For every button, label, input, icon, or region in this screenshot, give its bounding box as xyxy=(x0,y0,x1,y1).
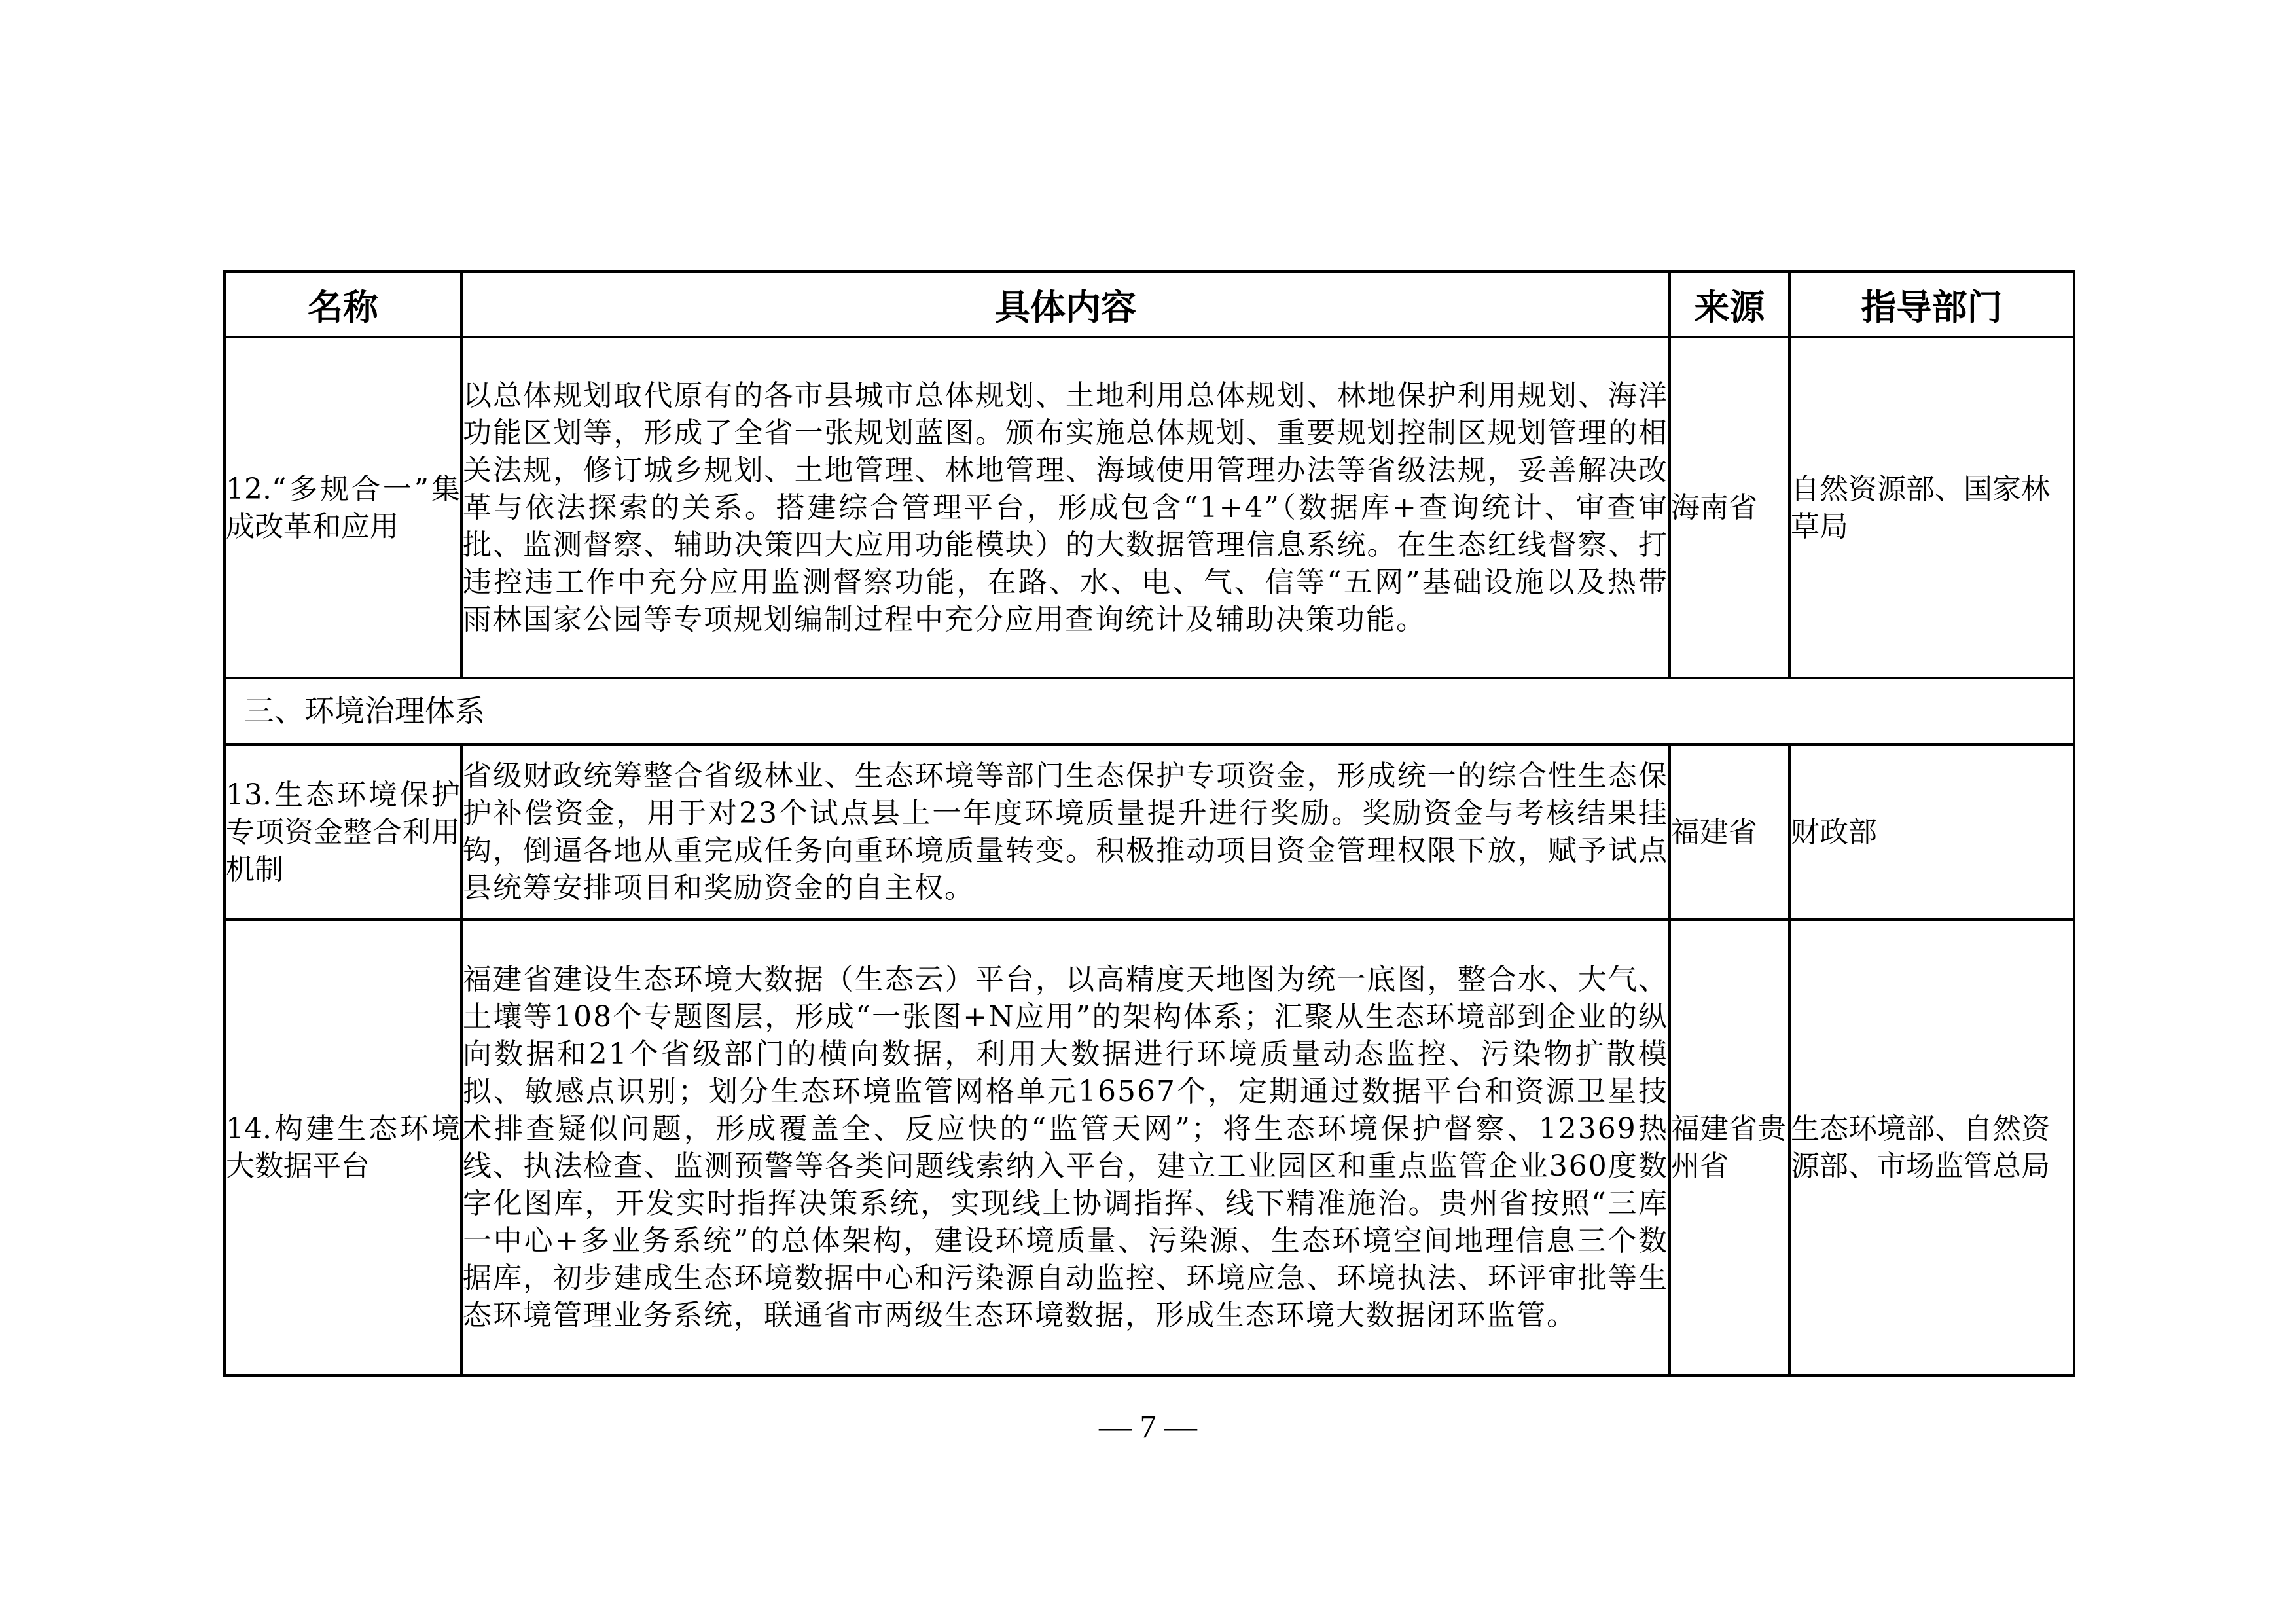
table-row xyxy=(224,337,2074,678)
policy-table xyxy=(223,270,2075,1377)
row-content: 福建省建设生态环境大数据（生态云）平台，以高精度天地图为统一底图，整合水、大气、土壤等108个专题图层，形成“一张图+N应用”的架构体系；汇聚从生态环境部到企业的纵向数据和21个省级部门的横向数据，利用大数据进行环境质量动态监控、污染物扩散模拟、敏感点识别；划分生态环境监管网格单元16567个，定期通过数据平台和资源卫星技术排查疑似问题，形成覆盖全、反应快的“监管天网”；将生态环境保护督察、12369热线、执法检查、监测预警等各类问题线索纳入平台，建立工业园区和重点监管企业360度数字化图库，开发实时指挥决策系统，实现线上协调指挥、线下精准施治。贵州省按照“三库一中心+多业务系统”的总体架构，建设环境质量、污染源、生态环境空间地理信息三个数据库，初步建成生态环境数据中心和污染源自动监控、环境应急、环境执法、环评审批等生态环境管理业务系统，联通省市两级生态环境数据，形成生态环境大数据闭环监管。 xyxy=(461,920,1670,1375)
header-department: 指导部门 xyxy=(1789,272,2074,337)
row-department: 财政部 xyxy=(1789,744,2074,920)
row-name: 12.“多规合一”集成改革和应用 xyxy=(224,337,461,678)
header-source: 来源 xyxy=(1670,272,1789,337)
table-header-row xyxy=(224,272,2074,337)
section-row xyxy=(224,678,2074,744)
row-name: 14.构建生态环境大数据平台 xyxy=(224,920,461,1375)
header-content: 具体内容 xyxy=(461,272,1670,337)
row-department: 自然资源部、国家林草局 xyxy=(1789,337,2074,678)
header-name: 名称 xyxy=(224,272,461,337)
row-name: 13.生态环境保护专项资金整合利用机制 xyxy=(224,744,461,920)
section-heading: 三、环境治理体系 xyxy=(224,678,2074,744)
table-row xyxy=(224,920,2074,1375)
row-department: 生态环境部、自然资源部、市场监管总局 xyxy=(1789,920,2074,1375)
row-content: 省级财政统筹整合省级林业、生态环境等部门生态保护专项资金，形成统一的综合性生态保护补偿资金，用于对23个试点县上一年度环境质量提升进行奖励。奖励资金与考核结果挂钩，倒逼各地从重完成任务向重环境质量转变。积极推动项目资金管理权限下放，赋予试点县统筹安排项目和奖励资金的自主权。 xyxy=(461,744,1670,920)
table-row xyxy=(224,744,2074,920)
row-source: 福建省贵州省 xyxy=(1670,920,1789,1375)
page-number: — 7 — xyxy=(1099,1408,1197,1445)
row-source: 海南省 xyxy=(1670,337,1789,678)
row-source: 福建省 xyxy=(1670,744,1789,920)
row-content: 以总体规划取代原有的各市县城市总体规划、土地利用总体规划、林地保护利用规划、海洋功能区划等，形成了全省一张规划蓝图。颁布实施总体规划、重要规划控制区规划管理的相关法规，修订城乡规划、土地管理、林地管理、海域使用管理办法等省级法规，妥善解决改革与依法探索的关系。搭建综合管理平台，形成包含“1+4”（数据库+查询统计、审查审批、监测督察、辅助决策四大应用功能模块）的大数据管理信息系统。在生态红线督察、打违控违工作中充分应用监测督察功能，在路、水、电、气、信等“五网”基础设施以及热带雨林国家公园等专项规划编制过程中充分应用查询统计及辅助决策功能。 xyxy=(461,337,1670,678)
